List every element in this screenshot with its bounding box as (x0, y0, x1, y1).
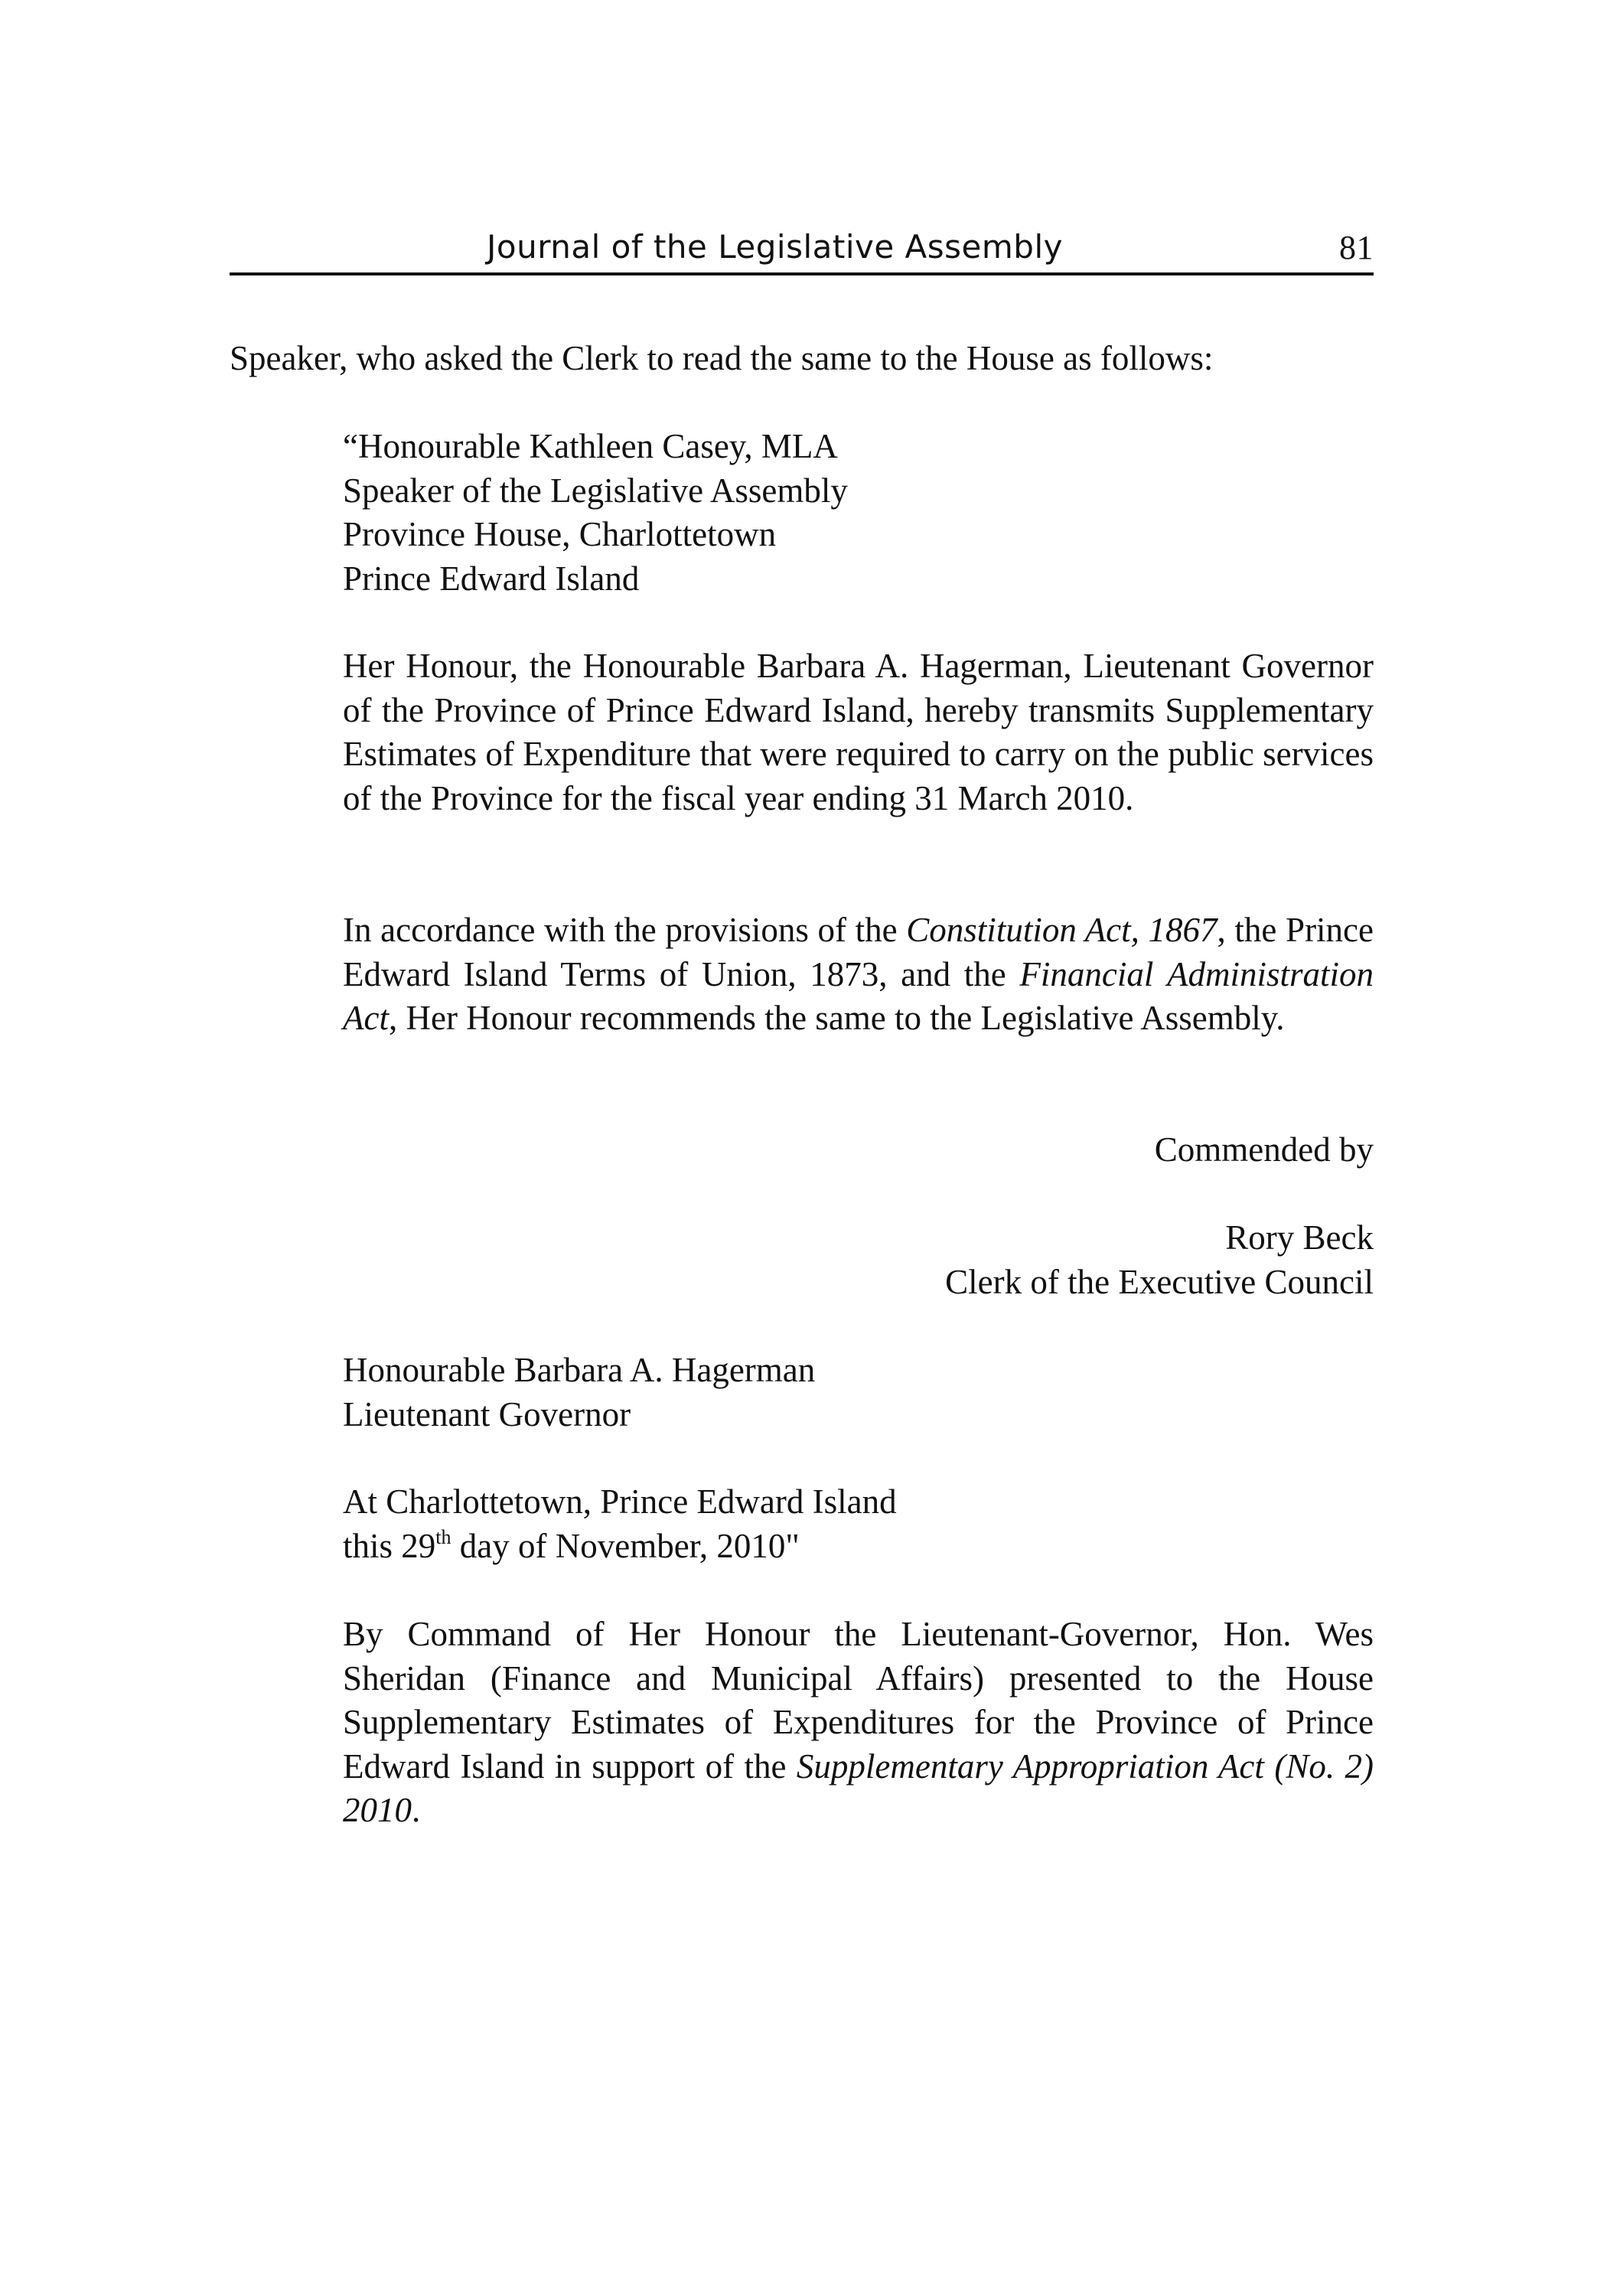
addressee-line: Speaker of the Legislative Assembly (343, 471, 848, 510)
transmittal-line: Supplementary Estimates of Expenditure that were required to carry (343, 690, 1374, 773)
date-text: this 29 (343, 1526, 436, 1565)
command-text: Sheridan (Finance and Municipal Affairs) presented to the House (343, 1658, 1374, 1698)
accordance-text: Legislative Assembly. (980, 999, 1285, 1037)
constitution-act-title: Constitution Act, 1867 (906, 911, 1217, 949)
running-title: Journal of the Legislative Assembly (487, 228, 1063, 266)
command-text: Edward Island in support of the (343, 1746, 797, 1786)
accordance-paragraph (343, 908, 1374, 1041)
accordance-text: , Her Honour recommends the same to the (388, 999, 973, 1037)
addressee-line: Province House, Charlottetown (343, 515, 777, 553)
signer-name: Rory Beck (1225, 1218, 1374, 1257)
appropriation-act-title: Supplementary Appropriation Act (796, 1746, 1264, 1786)
signature-block (945, 1216, 1374, 1304)
addressee-block (343, 425, 1374, 601)
transmittal-line: Her Honour, the Honourable Barbara A. Hagerman, Lieutenant (343, 647, 1231, 685)
header-rule (230, 272, 1374, 276)
financial-act-title: Financial (1019, 954, 1154, 993)
command-text: By Command of Her Honour the Lieutenant-Governor, Hon. Wes (343, 1615, 1374, 1653)
ordinal-suffix: th (435, 1525, 451, 1548)
addressee-line: “Honourable Kathleen Casey, MLA (343, 427, 838, 465)
command-paragraph (343, 1613, 1374, 1833)
transmittal-line: on the public services of the Province for the fiscal year ending 31 (343, 735, 1374, 817)
signer-title: Clerk of the Executive Council (945, 1262, 1374, 1301)
command-text: . (412, 1791, 421, 1829)
transmittal-line: Governor of the Province of Prince Edward Island, hereby transmits (343, 647, 1374, 729)
governor-name: Honourable Barbara A. Hagerman (343, 1351, 816, 1389)
financial-act-title: Administration Act (343, 954, 1374, 1037)
date-text: day of November, 2010" (451, 1526, 800, 1565)
appropriation-act-title: (No. 2) 2010 (343, 1746, 1374, 1829)
command-text: Supplementary Estimates of Expenditures for the Province of Prince (343, 1703, 1374, 1741)
accordance-text: , the (1217, 911, 1277, 949)
place-line: At Charlottetown, Prince Edward Island (343, 1482, 897, 1521)
transmittal-paragraph (343, 644, 1374, 820)
governor-title: Lieutenant Governor (343, 1394, 631, 1433)
transmittal-line: March 2010. (957, 778, 1134, 817)
accordance-text: In accordance with the provisions of the (343, 911, 907, 949)
commended-by: Commended by (1154, 1130, 1374, 1169)
addressee-line: Prince Edward Island (343, 559, 640, 598)
date-line (343, 1525, 1374, 1569)
intro-paragraph: Speaker, who asked the Clerk to read the same to the House as follows: (230, 339, 1214, 377)
page-number: 81 (1339, 229, 1374, 266)
accordance-text: Prince Edward Island Terms of Union, 1873, and the (343, 911, 1374, 993)
place-date-block (343, 1480, 1374, 1568)
running-header (230, 228, 1374, 272)
governor-block (343, 1349, 1374, 1437)
